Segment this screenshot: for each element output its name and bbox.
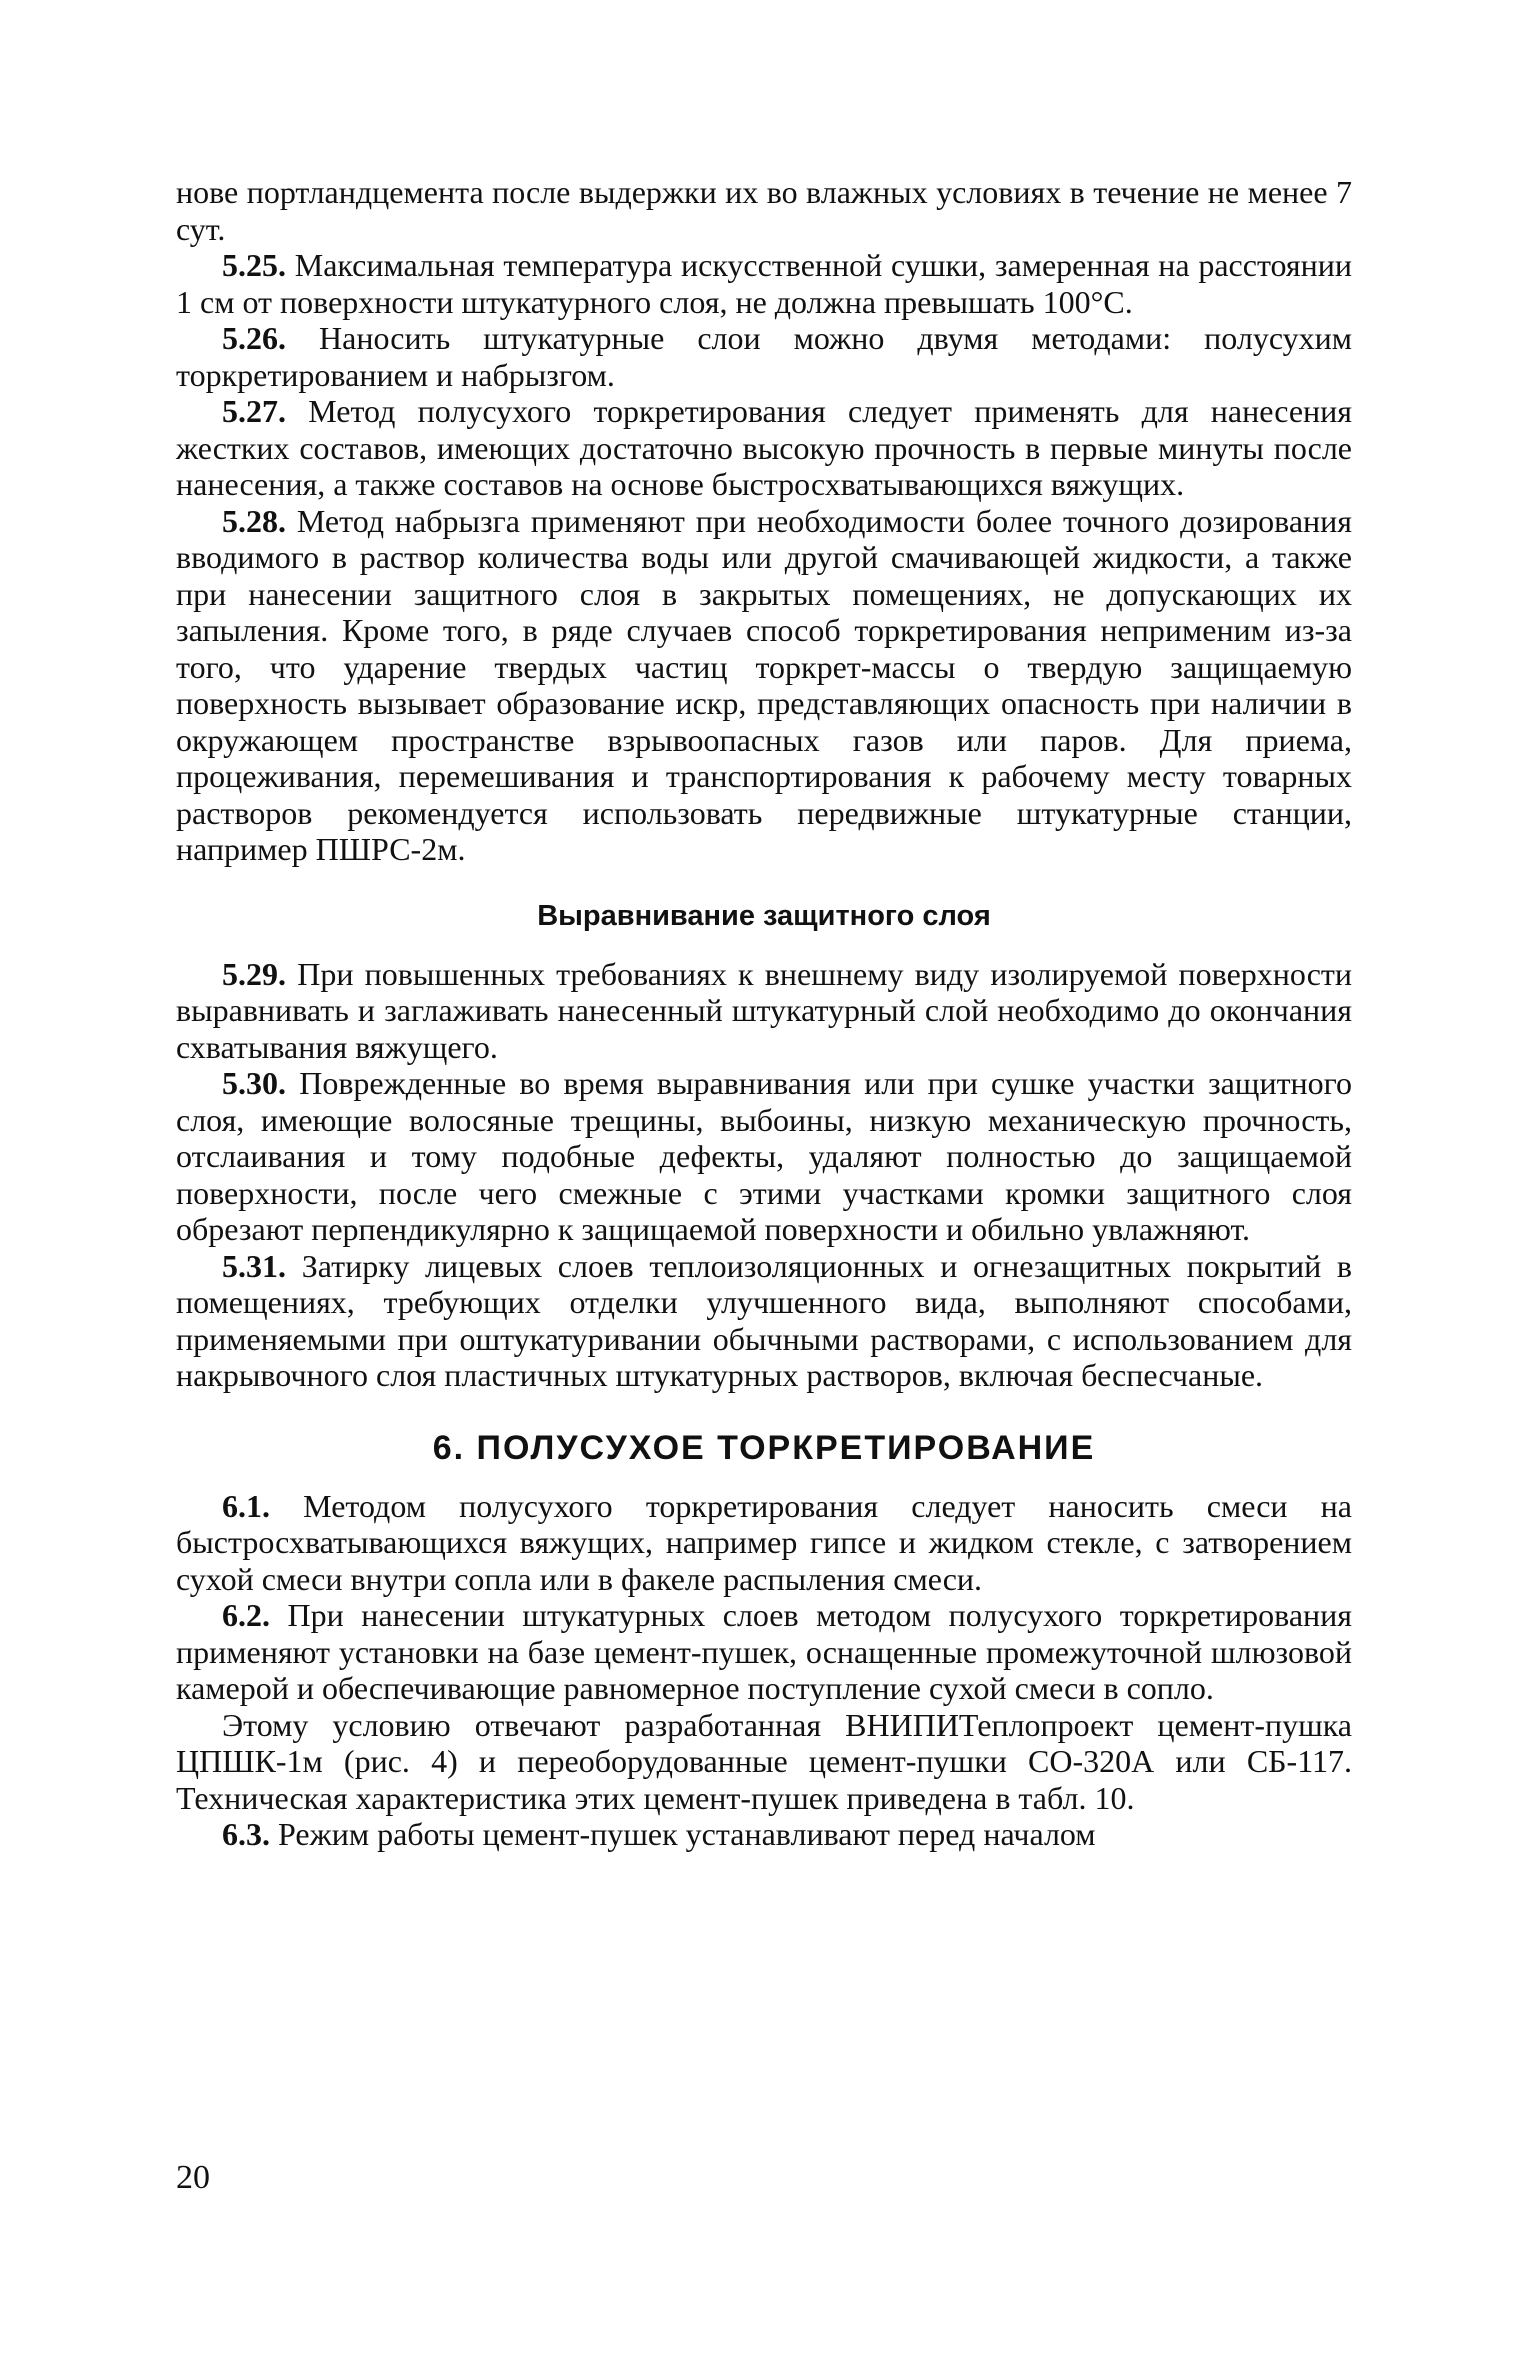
paragraph-number: 5.29. xyxy=(222,955,286,992)
paragraph-text: Максимальная температура искусственной сушки, замеренная на расстоянии 1 см от поверхности штукатурного слоя, не должна превышать 100°С. xyxy=(176,247,1353,320)
paragraph-text: Метод набрызга применяют при необходимости более точного дозирования вводимого в раствор количества воды или другой смачивающей жидкости, а также при нанесении защитного слоя в закрытых помещениях, не допускающих их запыления. Кроме того, в ряде случаев способ торкретирования неприменим из-за того, что ударение твердых частиц торкрет-массы о твердую защищаемую поверхность вызывает образование искр, представляющих опасность при наличии в окружающем пространстве взрывоопасных газов или паров. Для приема, процеживания, перемешивания и транспортирования к рабочему месту товарных растворов рекомендуется использовать передвижные штукатурные станции, например ПШРС-2м. xyxy=(176,502,1353,867)
paragraph-5-25 xyxy=(176,247,1352,320)
paragraph-5-30 xyxy=(176,1065,1352,1248)
subsection-paragraphs xyxy=(176,956,1352,1394)
paragraph-6-3 xyxy=(176,1816,1352,1853)
paragraph-5-26 xyxy=(176,320,1352,393)
paragraph-6-2 xyxy=(176,1597,1352,1707)
paragraph-number: 5.27. xyxy=(222,393,286,429)
paragraph-number: 6.2. xyxy=(222,1597,270,1633)
section6-paragraphs xyxy=(176,1488,1352,1853)
paragraph-number: 5.26. xyxy=(222,320,286,356)
paragraph-text: При повышенных требованиях к внешнему виду изолируемой поверхности выравнивать и заглаживать нанесенный штукатурный слой необходимо до окончания схватывания вяжущего. xyxy=(176,955,1353,1065)
paragraph-number: 5.28. xyxy=(222,502,286,539)
paragraph-text: Наносить штукатурные слои можно двумя методами: полусухим торкретированием и набрызгом. xyxy=(176,320,1352,393)
paragraph-number: 6.3. xyxy=(222,1816,270,1852)
paragraph-5-31 xyxy=(176,1248,1352,1394)
paragraph-5-28 xyxy=(176,503,1352,868)
section-heading: 6. ПОЛУСУХОЕ ТОРКРЕТИРОВАНИЕ xyxy=(432,1428,1096,1467)
paragraph-number: 6.1. xyxy=(222,1487,270,1524)
page-number: 20 xyxy=(176,2159,210,2196)
subsection-heading: Выравнивание защитного слоя xyxy=(537,899,991,932)
paragraph-text: Режим работы цемент-пушек устанавливают перед началом xyxy=(278,1816,1096,1852)
paragraph-text: Затирку лицевых слоев теплоизоляционных и огнезащитных покрытий в помещениях, требующих отделки улучшенного вида, выполняют способами, применяемыми при оштукатуривании обычными растворами, с использованием для накрывочного слоя пластичных штукатурных растворов, включая беспесчаные. xyxy=(176,1247,1353,1393)
paragraph-number: 5.31. xyxy=(222,1247,286,1284)
paragraph-6-2-continued xyxy=(176,1707,1352,1817)
paragraph-text: Методом полусухого торкретирования следует наносить смеси на быстросхватывающихся вяжущих, например гипсе и жидком стекле, с затворением сухой смеси внутри сопла или в факеле распыления смеси. xyxy=(176,1487,1352,1597)
paragraph-text: При нанесении штукатурных слоев методом полусухого торкретирования применяют установки на базе цемент-пушек, оснащенные промежуточной шлюзовой камерой и обеспечивающие равномерное поступление сухой смеси в сопло. xyxy=(176,1597,1353,1706)
paragraph-number: 5.30. xyxy=(222,1065,286,1101)
paragraph-number: 5.25. xyxy=(222,247,286,283)
paragraph-text: Этому условию отвечают разработанная ВНИПИТеплопроект цемент-пушка ЦПШК-1м (рис. 4) и переоборудованные цемент-пушки СО-320А или СБ-117. Техническая характеристика этих цемент-пушек приведена в табл. 10. xyxy=(176,1706,1352,1816)
section5-paragraphs xyxy=(176,247,1352,868)
paragraph-6-1 xyxy=(176,1488,1352,1598)
paragraph-5-29 xyxy=(176,956,1352,1066)
paragraph-text: Поврежденные во время выравнивания или при сушке участки защитного слоя, имеющие волосяные трещины, выбоины, низкую механическую прочность, отслаивания и тому подобные дефекты, удаляют полностью до защищаемой поверхности, после чего смежные с этими участками кромки защитного слоя обрезают перпендикулярно к защищаемой поверхности и обильно увлажняют. xyxy=(176,1065,1353,1247)
paragraph-text: Метод полусухого торкретирования следует применять для нанесения жестких составов, имеющих достаточно высокую прочность в первые минуты после нанесения, а также составов на основе быстросхватывающихся вяжущих. xyxy=(176,393,1353,502)
paragraph-5-27 xyxy=(176,393,1352,503)
body-text xyxy=(176,174,1352,1853)
continuation-paragraph: нове портландцемента после выдержки их во влажных условиях в течение не менее 7 сут. xyxy=(176,174,1352,247)
